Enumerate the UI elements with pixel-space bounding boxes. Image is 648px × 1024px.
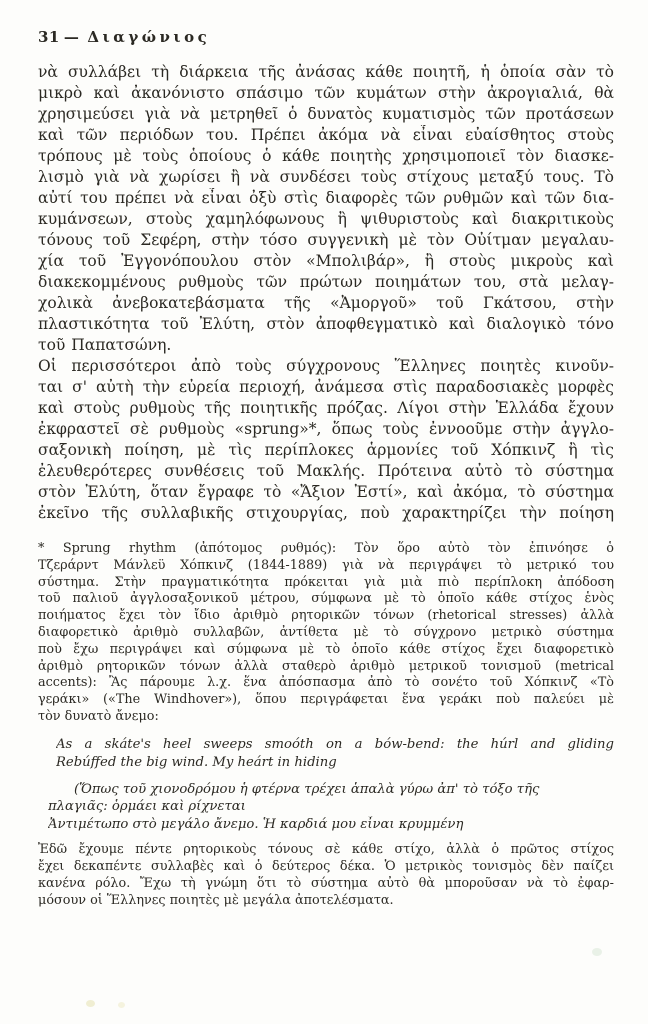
verse-line: (Ὅπως τοῦ χιονοδρόμου ἡ φτέρνα τρέχει ἁπαλὰ γύρω ἀπ' τὸ τόξο τῆς	[74, 781, 540, 797]
text-line: ἐκφραστεῖ σὲ ρυθμοὺς «sprung»*, ὅπως τοὺς ἐννοοῦμε στὴν ἀγγλο-	[38, 420, 614, 438]
text-line: ἀριθμὸ ρητορικῶν τόνων ἀλλὰ σταθερὸ ἀριθμὸ μετρικοῦ τονισμοῦ (metrical	[38, 658, 614, 674]
footnote-intro	[38, 541, 614, 726]
text-line: σαξονικὴ ποίηση, μὲ τὶς περίπλοκες ἁρμονίες τοῦ Χόπκινζ ἢ τὶς	[38, 441, 614, 459]
english-verse-quote	[56, 736, 614, 772]
verse-line: πλαγιᾶς: ὁρμάει καὶ ρίχνεται	[48, 799, 246, 815]
text-line: τόνους τοῦ Σεφέρη, στὴν τόσο συγγενικὴ μὲ τὸν Οὐίτμαν μεγαλαυ-	[38, 231, 614, 249]
text-line: γεράκι» («The Windhover»), ὅπου περιγράφεται ἕνα γεράκι ποὺ παλεύει μὲ	[38, 692, 614, 708]
scan-speck	[118, 1002, 125, 1008]
text-line: πλαστικότητα τοῦ Ἐλύτη, στὸν ἀποφθεγματικὸ καὶ διαλογικὸ τόνο	[38, 315, 614, 333]
text-line: μόσουν οἱ Ἕλληνες ποιητὲς μὲ μεγάλα ἀποτελέσματα.	[38, 892, 394, 908]
page-content	[38, 28, 614, 909]
verse-line: Ἀντιμέτωπο στὸ μεγάλο ἄνεμο. Ἡ καρδιά μου εἶναι κρυμμένη	[48, 816, 464, 832]
text-line: ἔχει δεκαπέντε συλλαβὲς καὶ ὁ δεύτερος δέκα. Ὁ μετρικὸς τονισμὸς δὲν παίζει	[38, 859, 614, 875]
text-line: χολικὰ ἀνεβοκατεβάσματα τῆς «Ἀμοργοῦ» τοῦ Γκάτσου, στὴν	[38, 294, 614, 312]
text-line: Τζεράρντ Μάνλεϋ Χόπκινζ (1844-1889) γιὰ νὰ περιγράψει τὸ μετρικό του	[38, 557, 614, 573]
text-line: σύστημα. Στὴν πραγματικότητα πρόκειται γιὰ μιὰ πιὸ περίπλοκη ἀπόδοση	[38, 574, 614, 590]
verse-line: Rebúffed the big wind. My heárt in hiding	[56, 754, 337, 770]
scan-speck	[592, 948, 602, 956]
text-line: ἐλευθερότερες συνθέσεις τοῦ Μακλής. Πρότεινα αὐτὸ τὸ σύστημα	[38, 462, 614, 480]
paragraph-1	[38, 62, 614, 356]
footnote-closing	[38, 842, 614, 909]
text-line: λισμὸ γιὰ νὰ χωρίσει ἢ νὰ συνδέσει τοὺς στίχους μεταξύ τους. Τὸ	[38, 168, 614, 186]
text-line: Οἱ περισσότεροι ἀπὸ τοὺς σύγχρονους Ἕλληνες ποιητὲς κινοῦν-	[38, 357, 614, 375]
header-dash: —	[63, 28, 80, 46]
text-line: κανένα ρόλο. Ἔχω τὴ γνώμη ὅτι τὸ σύστημα αὐτὸ θὰ μποροῦσαν νὰ τὸ ἐφαρ-	[38, 875, 614, 891]
body-text	[38, 62, 614, 524]
text-line: διαφορετικὸ ἀριθμὸ συλλαβῶν, ἀντίθετα μὲ τὸ σύγχρονο μετρικὸ σύστημα	[38, 624, 614, 640]
paragraph-2	[38, 356, 614, 524]
running-header	[38, 28, 614, 46]
text-line: ται σ' αὐτὴ τὴν εὐρεία περιοχή, ἀνάμεσα στὶς παραδοσιακὲς μορφὲς	[38, 378, 614, 396]
text-line: χρησιμεύσει γιὰ νὰ μετρηθεῖ ὁ δυνατὸς κυματισμὸς τῶν προτάσεων	[38, 105, 614, 123]
text-line: τρόπους μὲ τοὺς ὁποίους ὁ κάθε ποιητὴς χρησιμοποιεῖ τὸν διασκε-	[38, 147, 614, 165]
text-line: διακεκομμένους ρυθμοὺς τῶν πρώτων ποιημάτων του, στὰ μελαγ-	[38, 273, 614, 291]
text-line: μικρὸ καὶ ἀκανόνιστο σπάσιμο τῶν κυμάτων στὴν ἀκρογιαλιά, θὰ	[38, 84, 614, 102]
journal-title: Διαγώνιος	[87, 28, 211, 46]
text-line: καὶ στοὺς ρυθμοὺς τῆς ποιητικῆς πρόζας. Λίγοι στὴν Ἑλλάδα ἔχουν	[38, 399, 614, 417]
text-line: τὸν δυνατὸ ἄνεμο:	[38, 708, 159, 724]
text-line: νὰ συλλάβει τὴ διάρκεια τῆς ἀνάσας κάθε ποιητῆ, ἡ ὁποία σὰν τὸ	[38, 63, 614, 81]
text-line: κυμάνσεων, στοὺς χαμηλόφωνους ἢ ψιθυριστοὺς καὶ διακριτικοὺς	[38, 210, 614, 228]
text-line: χία τοῦ Ἐγγονόπουλου στὸν «Μπολιβάρ», ἢ στοὺς μικροὺς καὶ	[38, 252, 614, 270]
text-line: * Sprung rhythm (ἀπότομος ρυθμός): Τὸν ὅρο αὐτὸ τὸν ἐπινόησε ὁ	[38, 541, 614, 556]
text-line: τοῦ παλιοῦ ἀγγλοσαξονικοῦ μέτρου, σύμφωνα μὲ τὸ ὁποῖο κάθε στίχος ἑνὸς	[38, 591, 614, 607]
text-line: ποιήματος ἔχει τὸν ἴδιο ἀριθμὸ ρητορικῶν τόνων (rhetorical stresses) ἀλλὰ	[38, 608, 614, 624]
footnote-block	[38, 541, 614, 909]
text-line: στὸν Ἐλύτη, ὅταν ἔγραφε τὸ «Ἄξιον Ἐστί», καὶ ἀκόμα, τὸ σύστημα	[38, 483, 614, 501]
text-line: accents): Ἂς πάρουμε λ.χ. ἕνα ἀπόσπασμα ἀπὸ τὸ σονέτο τοῦ Χόπκινζ «Τὸ	[38, 675, 614, 691]
text-line: αὐτί του πρέπει νὰ εἶναι ὀξὺ στὶς διαφορὲς τῶν ρυθμῶν καὶ τῶν δια-	[38, 189, 614, 207]
scan-speck	[86, 1000, 95, 1007]
verse-line: As a skáte's heel sweeps smoóth on a bów-bend: the húrl and gliding	[56, 736, 614, 752]
text-line: καὶ τῶν περιόδων του. Πρέπει ἀκόμα νὰ εἶναι εὐαίσθητος στοὺς	[38, 126, 614, 144]
text-line: Ἐδῶ ἔχουμε πέντε ρητορικοὺς τόνους σὲ κάθε στίχο, ἀλλὰ ὁ πρῶτος στίχος	[38, 842, 614, 858]
page-number: 31	[38, 28, 60, 46]
text-line: ἐκεῖνο τῆς συλλαβικῆς στιχουργίας, ποὺ χαρακτηρίζει τὴν ποίηση	[38, 504, 614, 522]
greek-verse-translation	[48, 781, 614, 834]
text-line: τοῦ Παπατσώνη.	[38, 336, 172, 354]
text-line: ποὺ ἔχω περιγράψει καὶ σύμφωνα μὲ τὸ ὁποῖο κάθε στίχος ἔχει διαφορετικὸ	[38, 641, 614, 657]
